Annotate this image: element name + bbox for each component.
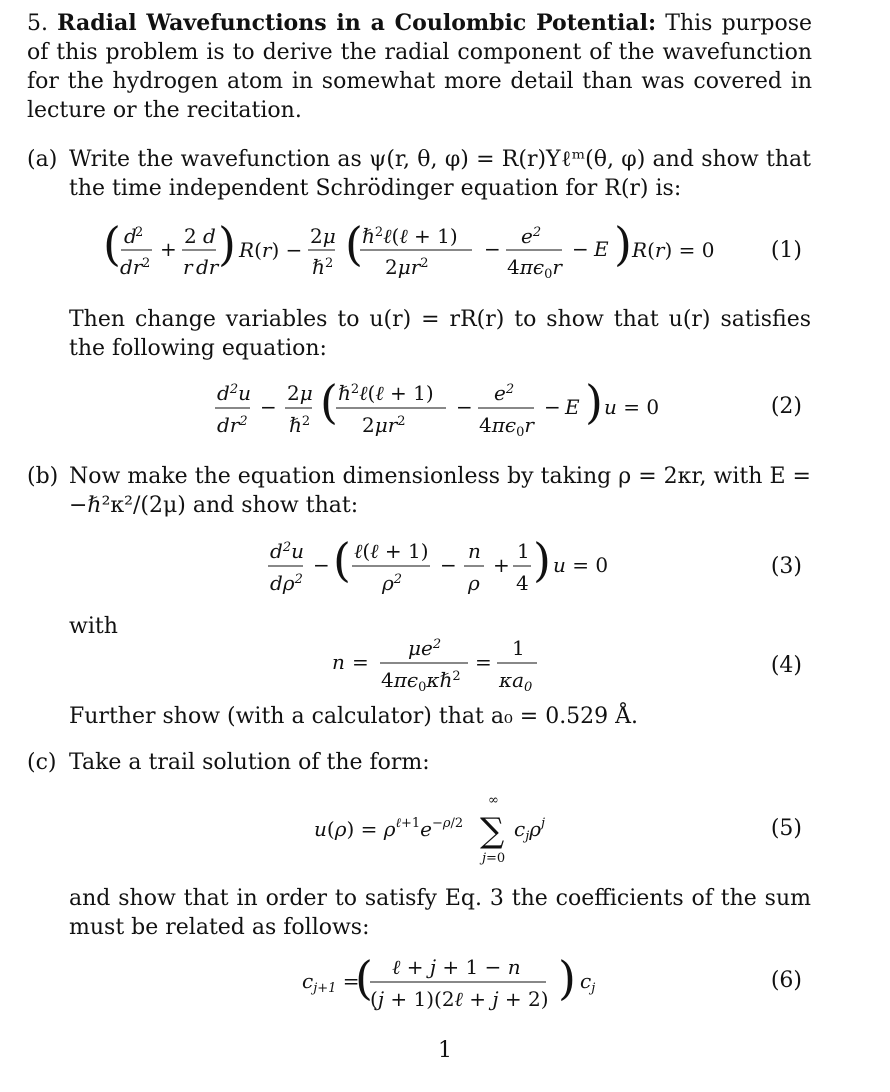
svg-text:+: +	[160, 237, 177, 261]
svg-text:ℓ(ℓ + 1): ℓ(ℓ + 1)	[354, 539, 429, 563]
part-c-text2: and show that in order to satisfy Eq. 3 the coefficients of the sum must be related as follows:	[69, 886, 811, 940]
equation-6	[0, 944, 890, 1034]
problem-number: 5.	[27, 11, 48, 36]
problem-intro: This purpose of this problem is to derive the radial component of the wavefunction for the hydrogen atom in somewhat more detail than was covered in lecture or the recitation.	[27, 11, 812, 123]
svg-text:2μ: 2μ	[310, 224, 336, 248]
part-b-text1: Now make the equation dimensionless by taking ρ = 2κr, with E = −ℏ²κ²/(2μ) and show that:	[69, 464, 811, 518]
svg-text:e2: $e^2$	[494, 381, 515, 405]
svg-text:1: 1	[517, 539, 530, 563]
svg-text:j=0: j=0	[482, 851, 506, 866]
svg-text:2: 2	[325, 256, 334, 271]
equation-4-number: (4)	[770, 653, 802, 678]
svg-text:E: E	[565, 395, 580, 419]
svg-text:d2u: $d^2u$	[270, 539, 304, 563]
with-label: with	[69, 614, 118, 639]
svg-text:ℏ2ℓ(ℓ + 1): ℏ$^2$ℓ(ℓ + 1)	[362, 224, 458, 248]
svg-text:u = 0: u = 0	[553, 553, 609, 577]
svg-text:d: d	[203, 224, 216, 248]
svg-text:2μr2: $2\mu r^2$	[362, 413, 406, 437]
svg-text:): )	[218, 217, 236, 271]
equation-2-number: (2)	[770, 394, 802, 419]
svg-text:−: −	[572, 237, 589, 261]
svg-text:n: n	[332, 650, 345, 674]
svg-text:−: −	[456, 395, 473, 419]
svg-text:=: =	[352, 650, 369, 674]
problem-statement	[27, 9, 812, 125]
svg-text:cj: $c_j$	[580, 969, 596, 996]
svg-text:ρ: ρ	[468, 571, 480, 595]
svg-text:R(r) −: R(r) −	[239, 238, 303, 262]
svg-text:): )	[558, 951, 576, 1005]
equation-1-number: (1)	[770, 238, 802, 263]
svg-text:E: E	[594, 237, 609, 261]
svg-text:): )	[585, 375, 603, 429]
svg-text:cjρj: $c_j\rho^j$	[514, 816, 546, 844]
svg-text:): )	[614, 217, 632, 271]
svg-text:n: n	[468, 539, 481, 563]
svg-text:κa0: $\kappa a_0$	[499, 668, 533, 695]
equation-5-number: (5)	[770, 816, 802, 841]
equation-1-graphic	[0, 210, 890, 300]
svg-text:u = 0: u = 0	[604, 395, 660, 419]
svg-text:2: 2	[184, 224, 197, 248]
svg-text:1: 1	[512, 636, 525, 660]
svg-text:=: =	[475, 650, 492, 674]
svg-text:dr: dr	[196, 255, 219, 279]
svg-text:): )	[533, 533, 551, 587]
svg-text:−: −	[260, 395, 277, 419]
part-b-label: (b)	[27, 464, 59, 489]
equation-5	[0, 782, 890, 872]
equation-5-graphic	[0, 782, 890, 872]
svg-text:dr: dr	[120, 255, 143, 279]
equation-3-number: (3)	[770, 554, 802, 579]
svg-text:ρ2: $\rho^2$	[382, 571, 403, 595]
equation-2-graphic	[0, 370, 890, 460]
svg-text:d: d	[124, 224, 137, 248]
svg-text:(: (	[333, 533, 351, 587]
svg-text:dr2: $dr^2$	[217, 413, 248, 437]
svg-text:ℏ2ℓ(ℓ + 1): ℏ$^2$ℓ(ℓ + 1)	[338, 381, 434, 405]
part-a-text2: Then change variables to u(r) = rR(r) to show that u(r) satisfies the following equation:	[69, 307, 811, 361]
equation-6-number: (6)	[770, 968, 802, 993]
svg-text:2μ: 2μ	[287, 381, 313, 405]
svg-text:r: r	[183, 255, 193, 279]
svg-text:2μr2: $2\mu r^2$	[385, 255, 429, 279]
svg-text:d2u: $d^2u$	[217, 381, 251, 405]
svg-text:∑: ∑	[480, 811, 505, 851]
svg-text:2: 2	[142, 256, 151, 271]
svg-text:4: 4	[516, 571, 529, 595]
part-c-text1: Take a trail solution of the form:	[69, 750, 430, 775]
svg-text:ℏ: ℏ	[312, 255, 325, 279]
problem-title: Radial Wavefunctions in a Coulombic Potential:	[57, 10, 657, 36]
svg-text:μe2: $\mu e^2$	[408, 636, 442, 660]
svg-text:ℏ2: ℏ$^2$	[289, 413, 311, 437]
equation-2	[0, 370, 890, 460]
svg-text:∞: ∞	[488, 793, 499, 808]
svg-text:(: (	[320, 375, 338, 429]
equation-1	[0, 210, 890, 300]
svg-text:(: (	[103, 217, 121, 271]
part-b-text2: Further show (with a calculator) that a₀ = 0.529 Å.	[69, 704, 639, 729]
svg-text:−: −	[544, 395, 561, 419]
svg-text:−: −	[484, 237, 501, 261]
svg-text:(: (	[355, 951, 373, 1005]
svg-text:ℓ + j + 1 − n: ℓ + j + 1 − n	[392, 955, 521, 979]
part-a-text1: Write the wavefunction as ψ(r, θ, φ) = R(r)Yℓᵐ(θ, φ) and show that the time independent Schrödinger equation for R(r) is:	[69, 147, 811, 201]
svg-text:(: (	[345, 217, 363, 271]
svg-text:cj+1 =: $c_j+1$ =	[302, 969, 360, 996]
svg-text:4πϵ0κℏ2: $4\pi\epsilon_0\kappa\hbar^2$	[381, 668, 461, 695]
svg-text:−: −	[313, 553, 330, 577]
svg-text:e2: $e^2$	[521, 224, 542, 248]
part-a-label: (a)	[27, 147, 58, 172]
equation-3-graphic	[0, 528, 890, 618]
svg-text:dρ2: $d\rho^2$	[270, 571, 303, 595]
equation-3	[0, 528, 890, 618]
equation-6-graphic	[0, 944, 890, 1034]
svg-text:4πϵ0r: $4\pi\epsilon_0r$	[479, 413, 534, 440]
svg-text:2: 2	[135, 225, 144, 240]
page-number: 1	[438, 1038, 452, 1063]
svg-text:4πϵ0r: $4\pi\epsilon_0r$	[507, 255, 562, 282]
svg-text:+: +	[493, 553, 510, 577]
svg-text:R(r) = 0: R(r) = 0	[632, 238, 715, 262]
svg-text:u(ρ) = ρℓ+1e−ρ/2: $u(\rho) = \rho^\ell+1e^-\rho/2$	[314, 816, 464, 841]
svg-text:(j + 1)(2ℓ + j + 2): (j + 1)(2ℓ + j + 2)	[370, 987, 549, 1011]
part-c-label: (c)	[27, 750, 57, 775]
svg-text:−: −	[440, 553, 457, 577]
